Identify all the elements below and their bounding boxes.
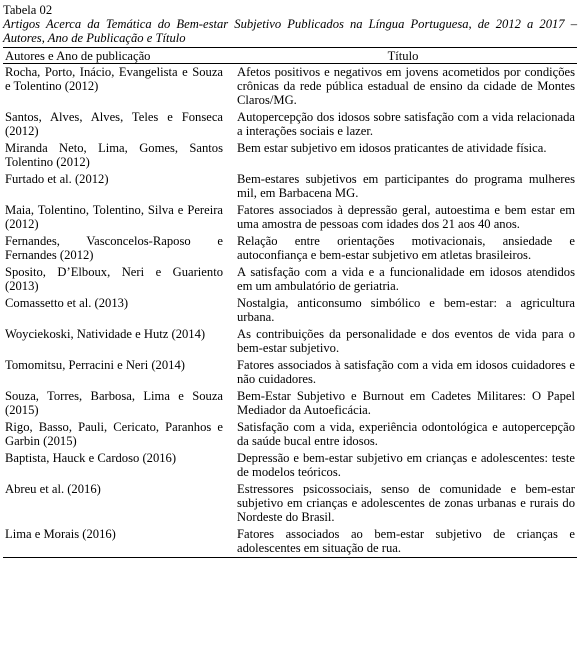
cell-title: Depressão e bem-estar subjetivo em crianças e adolescentes: teste de modelos teóricos. <box>237 451 575 479</box>
table-row <box>3 526 577 558</box>
articles-table <box>3 47 577 558</box>
cell-title: Autopercepção dos idosos sobre satisfação com a vida relacionada a interações sociais e lazer. <box>237 110 575 138</box>
header-authors: Autores e Ano de publicação <box>3 48 229 64</box>
table-row <box>3 326 577 357</box>
table-label: Tabela 02 <box>3 3 53 17</box>
cell-title: Nostalgia, anticonsumo simbólico e bem-estar: a agricultura urbana. <box>237 296 575 324</box>
cell-authors: Tomomitsu, Perracini e Neri (2014) <box>5 358 185 372</box>
cell-title: Bem-estares subjetivos em participantes do programa mulheres mil, em Barbacena MG. <box>237 172 575 200</box>
cell-title: As contribuições da personalidade e dos eventos de vida para o bem-estar subjetivo. <box>237 327 575 355</box>
table-row <box>3 140 577 171</box>
cell-authors: Comassetto et al. (2013) <box>5 296 129 310</box>
cell-authors: Souza, Torres, Barbosa, Lima e Souza (2015) <box>5 389 223 417</box>
cell-authors: Lima e Morais (2016) <box>3 526 229 558</box>
table-body <box>3 64 577 558</box>
table-row <box>3 419 577 450</box>
cell-title: Fatores associados à depressão geral, autoestima e bem estar em uma amostra de pessoas com idades dos 21 aos 40 anos. <box>237 203 575 231</box>
table-row <box>3 233 577 264</box>
table-row <box>3 388 577 419</box>
cell-authors: Maia, Tolentino, Tolentino, Silva e Pereira (2012) <box>5 203 223 231</box>
cell-authors: Santos, Alves, Alves, Teles e Fonseca (2012) <box>5 110 223 138</box>
cell-title: A satisfação com a vida e a funcionalidade em idosos atendidos em um ambulatório de geriatria. <box>237 265 575 293</box>
cell-title: Fatores associados à satisfação com a vida em idosos cuidadores e não cuidadores. <box>237 358 575 386</box>
cell-authors: Rocha, Porto, Inácio, Evangelista e Souza e Tolentino (2012) <box>5 65 223 93</box>
cell-title: Afetos positivos e negativos em jovens acometidos por condições crônicas da rede pública estadual de ensino da cidade de Montes Claros/MG. <box>237 65 575 107</box>
cell-authors: Woyciekoski, Natividade e Hutz (2014) <box>5 327 206 341</box>
table-row <box>3 109 577 140</box>
table-row <box>3 481 577 526</box>
table-row <box>3 450 577 481</box>
cell-authors: Furtado et al. (2012) <box>5 172 109 186</box>
cell-title: Relação entre orientações motivacionais, ansiedade e autoconfiança e bem-estar subjetivo em atletas brasileiros. <box>237 234 575 262</box>
table-row <box>3 357 577 388</box>
table-header <box>3 48 577 64</box>
cell-authors: Rigo, Basso, Pauli, Cericato, Paranhos e Garbin (2015) <box>5 420 223 448</box>
table-row <box>3 264 577 295</box>
cell-authors: Fernandes, Vasconcelos-Raposo e Fernandes (2012) <box>5 234 223 262</box>
cell-authors: Miranda Neto, Lima, Gomes, Santos Tolentino (2012) <box>5 141 223 169</box>
header-title: Título <box>229 48 577 64</box>
cell-title: Bem-Estar Subjetivo e Burnout em Cadetes Militares: O Papel Mediador da Autoeficácia. <box>237 389 575 417</box>
cell-title: Estressores psicossociais, senso de comunidade e bem-estar subjetivo em crianças e adolescentes de zonas urbanas e rurais do Nordeste do Brasil. <box>237 482 575 524</box>
table-row <box>3 202 577 233</box>
table-caption: Artigos Acerca da Temática do Bem-estar Subjetivo Publicados na Língua Portuguesa, de 2012 a 2017 – Autores, Ano de Publicação e Título <box>3 17 577 45</box>
header-row <box>3 48 577 64</box>
cell-authors: Sposito, D’Elboux, Neri e Guariento (2013) <box>5 265 223 293</box>
cell-title: Satisfação com a vida, experiência odontológica e autopercepção da saúde bucal entre idosos. <box>237 420 575 448</box>
table-row <box>3 171 577 202</box>
cell-authors: Abreu et al. (2016) <box>5 482 101 496</box>
cell-title: Fatores associados ao bem-estar subjetivo de crianças e adolescentes em situação de rua. <box>229 526 577 558</box>
table-row <box>3 64 577 110</box>
cell-title: Bem estar subjetivo em idosos praticantes de atividade física. <box>237 141 547 155</box>
cell-authors: Baptista, Hauck e Cardoso (2016) <box>5 451 177 465</box>
table-row <box>3 295 577 326</box>
